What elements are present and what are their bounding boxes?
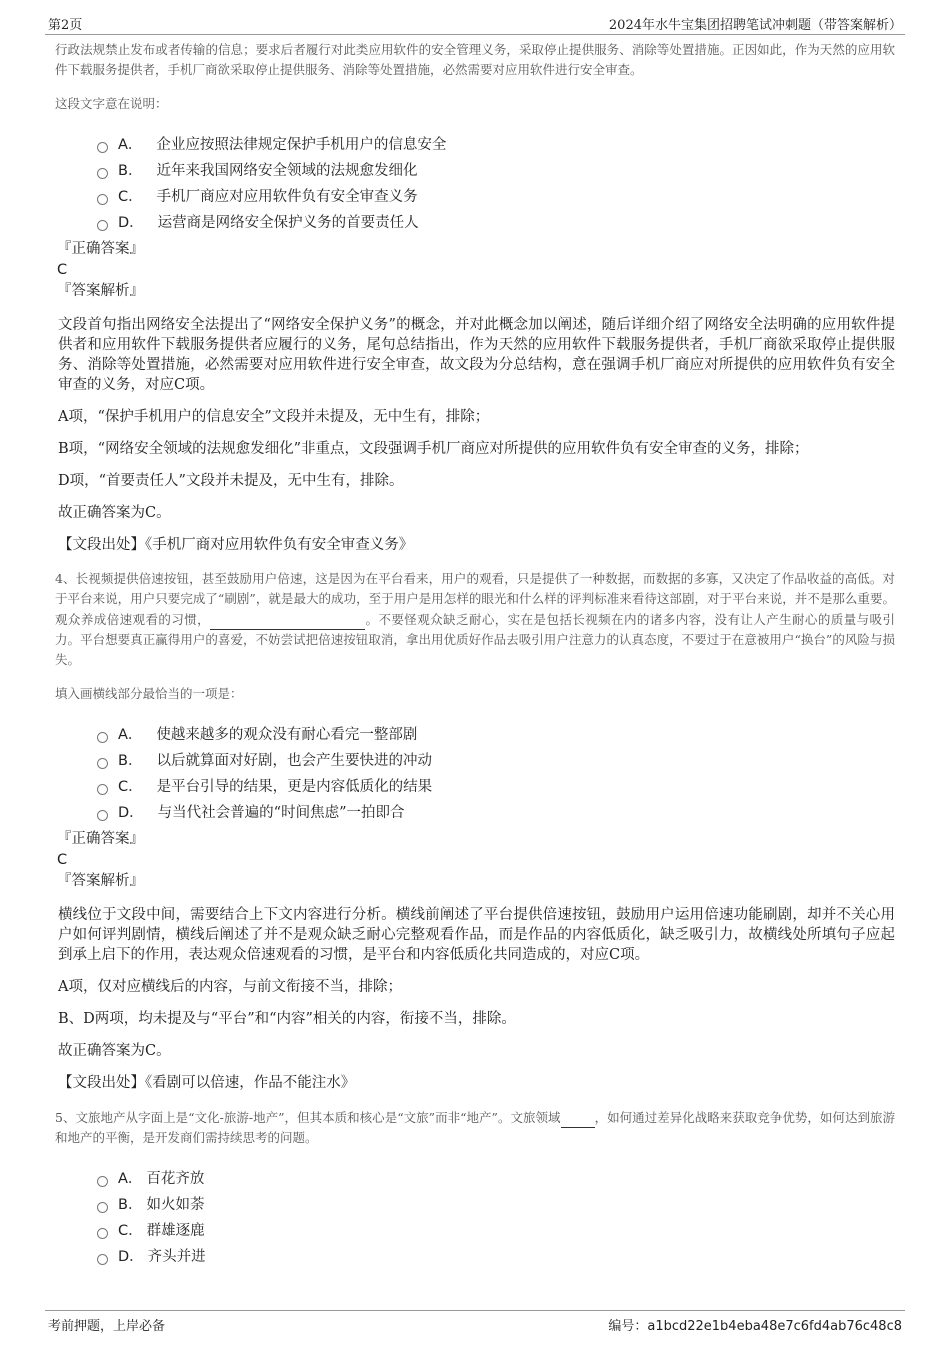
q4-question: 填入画横线部分最恰当的一项是： <box>55 686 243 701</box>
q4-analysis-bd: B、D两项，均未提及与“平台”和“内容”相关的内容，衔接不当，排除。 <box>58 1011 516 1027</box>
radio-icon[interactable] <box>97 142 108 153</box>
q4-answer: C <box>57 852 68 868</box>
q4-passage-before: 4、长视频提供倍速按钮，甚至鼓励用户倍速，这是因为在平台看来，用户的观看，只是提供了一种数据，而数据的多寡，又决定了作品收益的高低。对于平台来说，用户只要完成了“刷剧”，就是最大的成功，至于用户是用怎样的眼光和什么样的评判标准来看待这部剧，对于平台来说，并不是那么重要。观众养成倍速观看的习惯， <box>55 571 895 627</box>
radio-icon[interactable] <box>97 1254 108 1265</box>
option-letter: D． <box>118 1249 144 1265</box>
document-code-value: a1bcd22e1b4eba48e7c6fd4ab76c48c8 <box>647 1319 902 1334</box>
q5-passage-before: 5、文旅地产从字面上是“文化-旅游-地产”，但其本质和核心是“文旅”而非“地产”。文旅领域 <box>55 1110 561 1125</box>
option-text: 齐头并进 <box>147 1249 206 1265</box>
q3-options <box>97 132 895 236</box>
radio-icon[interactable] <box>97 1228 108 1239</box>
radio-icon[interactable] <box>97 220 108 231</box>
q3-option-a[interactable] <box>97 132 895 158</box>
q5-passage-after: ，如何通过差异化战略来获取竞争优势，如何达到旅游和地产的平衡，是开发商们需持续思考的问题。 <box>55 1110 895 1145</box>
q5-blank <box>561 1107 595 1128</box>
q3-source: 【文段出处】《手机厂商对应用软件负有安全审查义务》 <box>58 537 414 553</box>
q3-option-c[interactable] <box>97 184 895 210</box>
option-letter: A． <box>118 137 143 153</box>
option-letter: B． <box>118 753 143 769</box>
q4-option-d[interactable] <box>97 800 895 826</box>
option-letter: A． <box>118 727 143 743</box>
q3-answer-label: 『正确答案』 <box>57 241 144 257</box>
document-code-label: 编号： <box>608 1319 648 1334</box>
q3-option-b[interactable] <box>97 158 895 184</box>
page-footer <box>45 1310 905 1335</box>
q4-answer-label: 『正确答案』 <box>57 831 144 847</box>
option-letter: D． <box>118 805 144 821</box>
q4-option-c[interactable] <box>97 774 895 800</box>
radio-icon[interactable] <box>97 758 108 769</box>
footer-slogan: 考前押题，上岸必备 <box>48 1319 166 1334</box>
option-text: 以后就算面对好剧，也会产生要快进的冲动 <box>156 753 432 769</box>
q3-answer: C <box>57 262 68 278</box>
q4-option-b[interactable] <box>97 748 895 774</box>
option-letter: C． <box>118 1223 143 1239</box>
option-letter: D． <box>118 215 144 231</box>
q3-analysis-label: 『答案解析』 <box>57 283 144 299</box>
document-code <box>608 1315 902 1334</box>
q3-analysis-conclusion: 故正确答案为C。 <box>58 505 171 521</box>
q3-question: 这段文字意在说明： <box>55 96 168 111</box>
q3-analysis-a: A项，“保护手机用户的信息安全”文段并未提及，无中生有，排除； <box>58 409 490 425</box>
q5-option-b[interactable] <box>97 1192 895 1218</box>
q3-passage-tail: 行政法规禁止发布或者传输的信息；要求后者履行对此类应用软件的安全管理义务，采取停止提供服务、消除等处置措施。正因如此，作为天然的应用软件下载服务提供者，手机厂商欲采取停止提供服务、消除等处置措施，必然需要对应用软件进行安全审查。 <box>55 42 895 77</box>
option-letter: B． <box>118 163 143 179</box>
q5-options <box>97 1166 895 1270</box>
q4-passage <box>55 569 895 670</box>
option-text: 是平台引导的结果，更是内容低质化的结果 <box>156 779 433 795</box>
option-text: 近年来我国网络安全领域的法规愈发细化 <box>156 163 418 179</box>
option-text: 使越来越多的观众没有耐心看完一整部剧 <box>156 727 418 743</box>
option-letter: A． <box>118 1171 143 1187</box>
radio-icon[interactable] <box>97 732 108 743</box>
option-text: 与当代社会普遍的“时间焦虑”一拍即合 <box>157 805 405 821</box>
q3-analysis-b: B项，“网络安全领域的法规愈发细化”非重点，文段强调手机厂商应对所提供的应用软件负有安全审查的义务，排除； <box>58 441 809 457</box>
page-header <box>45 12 905 35</box>
option-text: 百花齐放 <box>146 1171 205 1187</box>
document-title: 2024年水牛宝集团招聘笔试冲刺题（带答案解析） <box>608 18 902 33</box>
q4-analysis-conclusion: 故正确答案为C。 <box>58 1043 171 1059</box>
page-content <box>55 40 895 1270</box>
option-text: 群雄逐鹿 <box>146 1223 205 1239</box>
option-text: 如火如荼 <box>146 1197 205 1213</box>
radio-icon[interactable] <box>97 194 108 205</box>
q4-analysis-a: A项，仅对应横线后的内容，与前文衔接不当，排除； <box>58 979 402 995</box>
q4-analysis-summary: 横线位于文段中间，需要结合上下文内容进行分析。横线前阐述了平台提供倍速按钮，鼓励用户运用倍速功能刷剧，却并不关心用户如何评判剧情，横线后阐述了并不是观众缺乏耐心完整观看作品，而是作品的内容低质化，缺乏吸引力，故横线处所填句子应起到承上启下的作用，表达观众倍速观看的习惯，是平台和内容低质化共同造成的，对应C项。 <box>58 907 895 963</box>
option-letter: C． <box>118 779 143 795</box>
radio-icon[interactable] <box>97 1202 108 1213</box>
radio-icon[interactable] <box>97 810 108 821</box>
radio-icon[interactable] <box>97 1176 108 1187</box>
q4-passage-after: 。不要怪观众缺乏耐心，实在是包括长视频在内的诸多内容，没有让人产生耐心的质量与吸引力。平台想要真正赢得用户的喜爱，不妨尝试把倍速按钮取消，拿出用优质好作品去吸引用户注意力的认真态度，不要过于在意被用户“换台”的风险与损失。 <box>55 612 895 667</box>
q5-option-d[interactable] <box>97 1244 895 1270</box>
q4-blank <box>210 609 365 630</box>
q5-passage <box>55 1107 895 1148</box>
q3-option-d[interactable] <box>97 210 895 236</box>
option-text: 企业应按照法律规定保护手机用户的信息安全 <box>156 137 447 153</box>
q3-analysis-d: D项，“首要责任人”文段并未提及，无中生有，排除。 <box>58 473 404 489</box>
q4-options <box>97 722 895 826</box>
q4-analysis-label: 『答案解析』 <box>57 873 144 889</box>
q5-option-c[interactable] <box>97 1218 895 1244</box>
radio-icon[interactable] <box>97 168 108 179</box>
page-number: 第2页 <box>48 18 83 33</box>
option-letter: B． <box>118 1197 143 1213</box>
option-text: 运营商是网络安全保护义务的首要责任人 <box>157 215 419 231</box>
q4-source: 【文段出处】《看剧可以倍速，作品不能注水》 <box>58 1075 356 1091</box>
radio-icon[interactable] <box>97 784 108 795</box>
q5-option-a[interactable] <box>97 1166 895 1192</box>
q3-analysis-summary: 文段首句指出网络安全法提出了“网络安全保护义务”的概念，并对此概念加以阐述，随后详细介绍了网络安全法明确的应用软件提供者和应用软件下载服务提供者应履行的义务，尾句总结指出，作为天然的应用软件下载服务提供者，手机厂商欲采取停止提供服务、消除等处置措施，必然需要对应用软件进行安全审查，故文段为分总结构，意在强调手机厂商应对所提供的应用软件负有安全审查的义务，对应C项。 <box>58 317 895 393</box>
option-text: 手机厂商应对应用软件负有安全审查义务 <box>156 189 418 205</box>
q4-option-a[interactable] <box>97 722 895 748</box>
option-letter: C． <box>118 189 143 205</box>
